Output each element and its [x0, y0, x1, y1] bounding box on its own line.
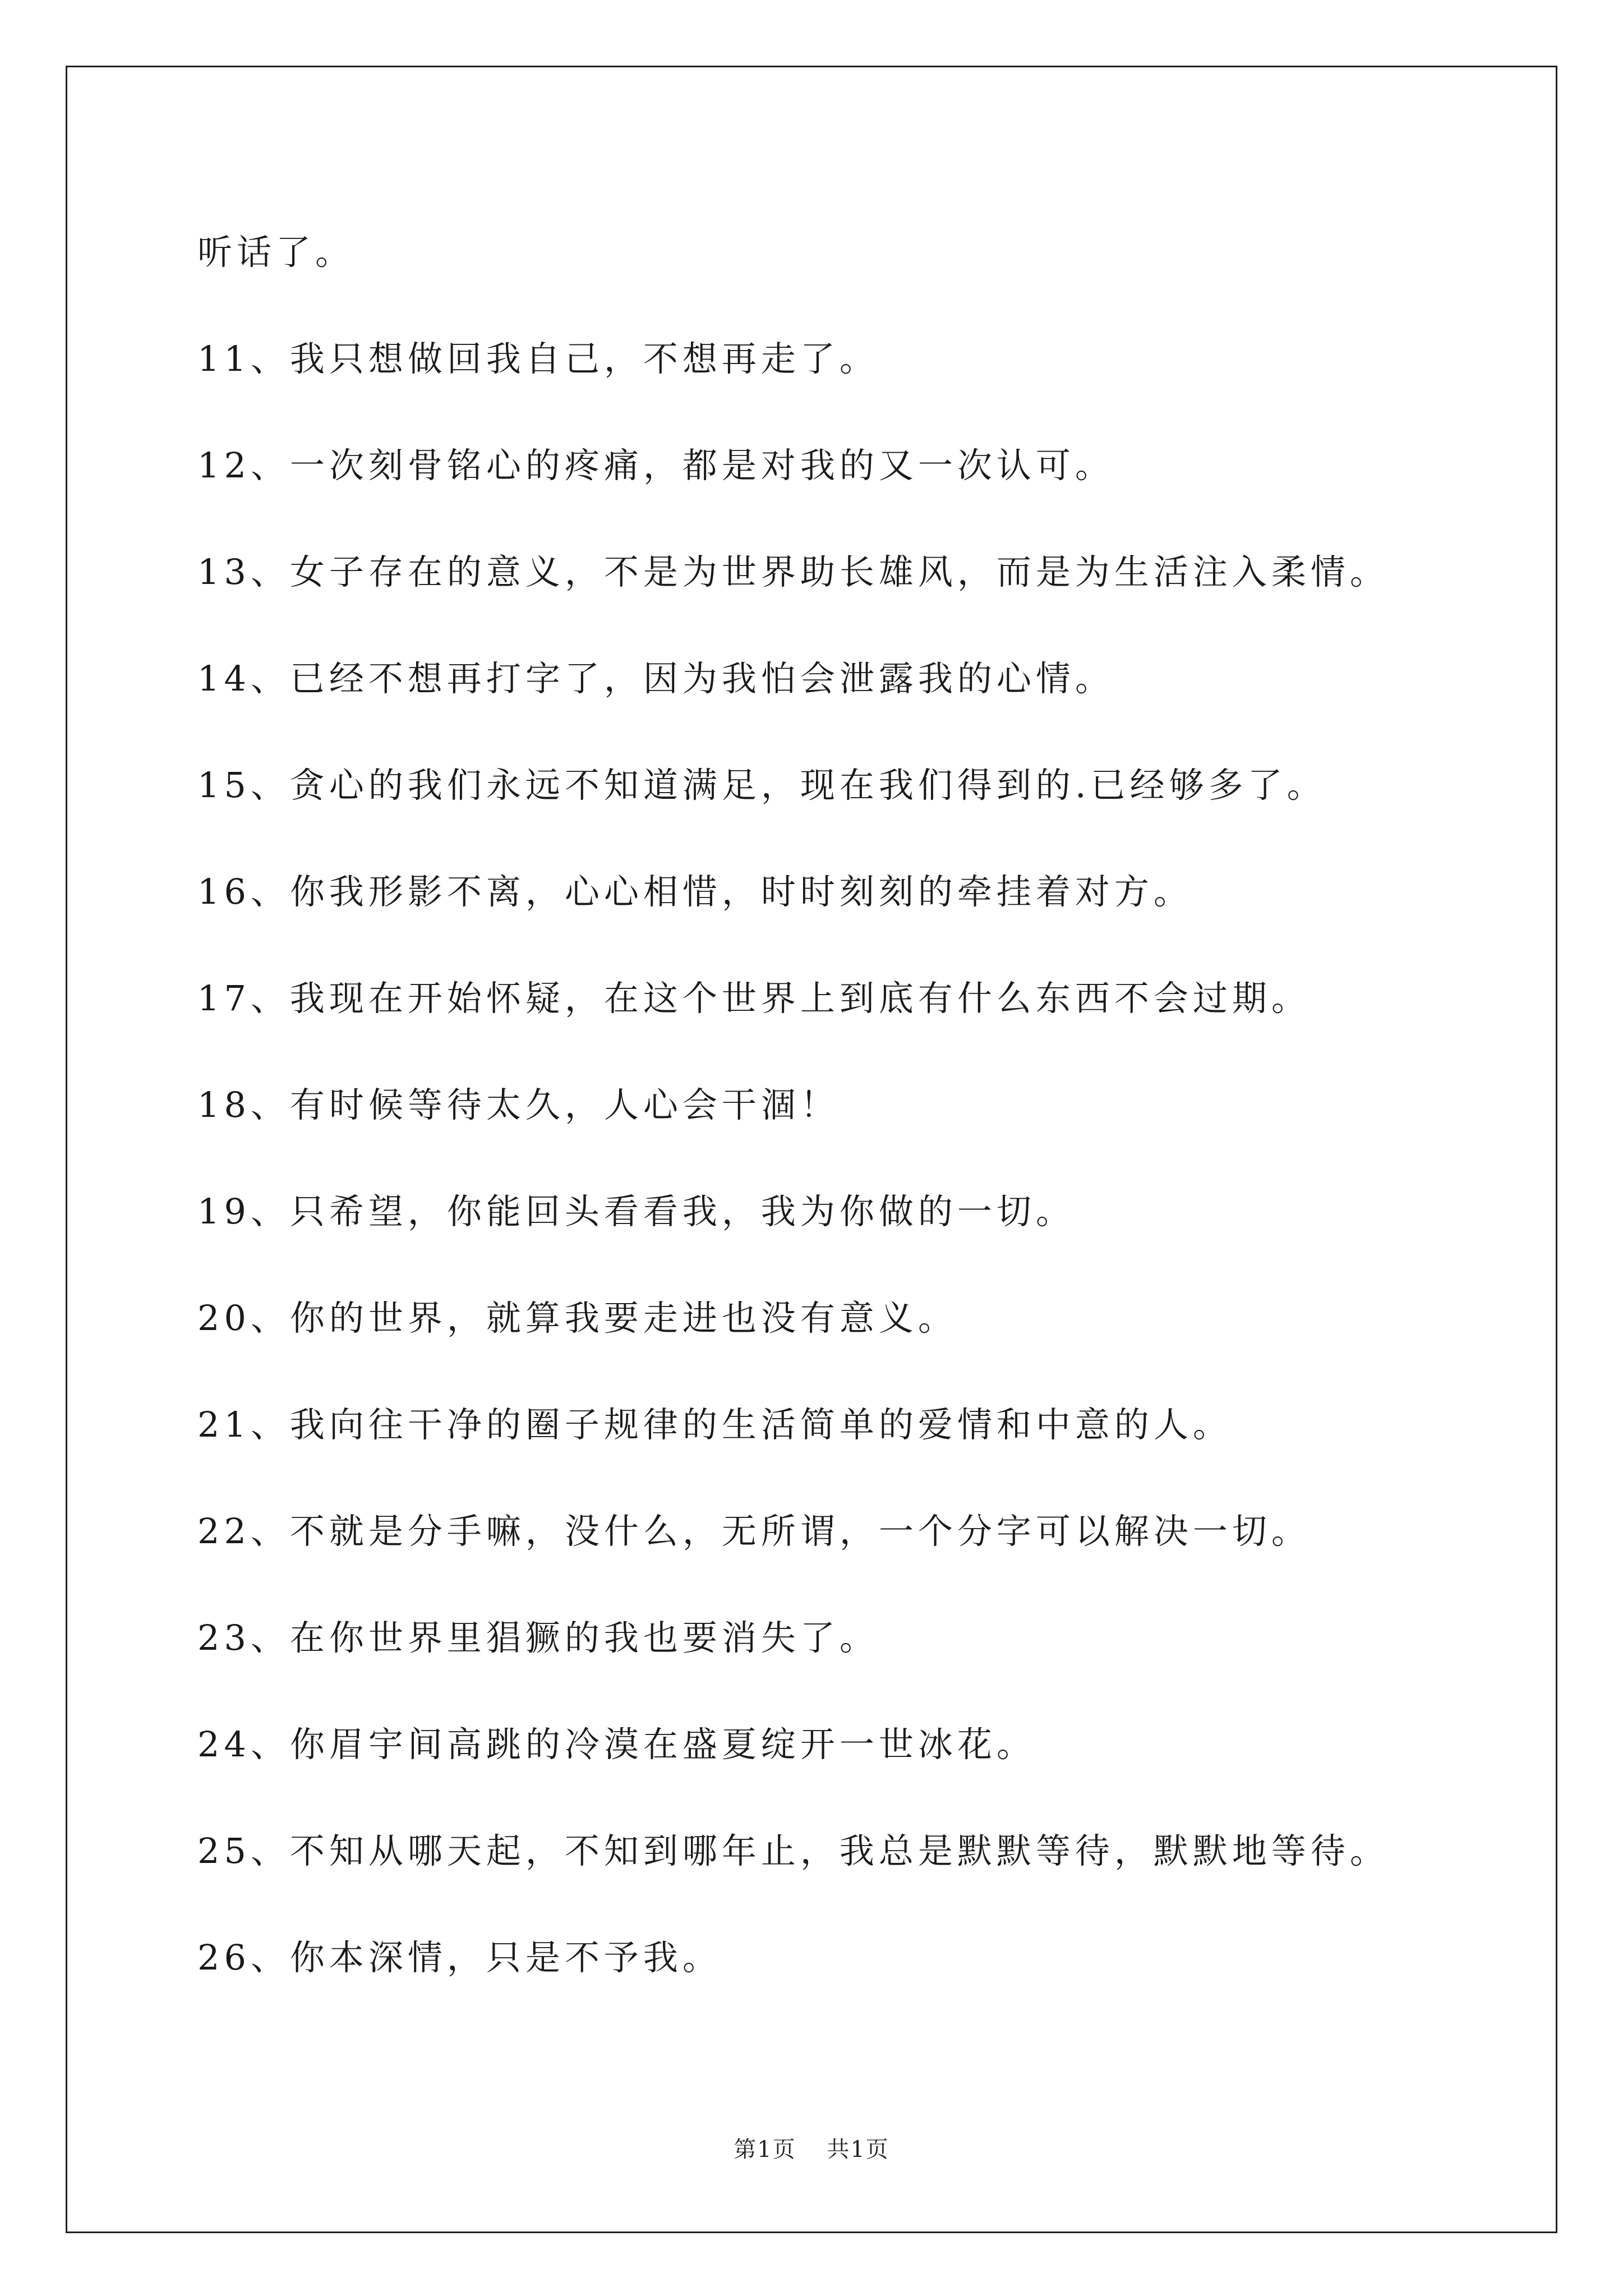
page-number-current: 第1页	[734, 2137, 796, 2162]
text-line: 21、我向往干净的圈子规律的生活简单的爱情和中意的人。	[197, 1404, 1232, 1445]
text-line: 听话了。	[197, 232, 355, 273]
text-line: 24、你眉宇间高跳的冷漠在盛夏绽开一世冰花。	[197, 1724, 1036, 1765]
text-line: 23、在你世界里猖獗的我也要消失了。	[197, 1617, 879, 1658]
text-line: 13、女子存在的意义，不是为世界助长雄风，而是为生活注入柔情。	[197, 551, 1389, 592]
text-line: 12、一次刻骨铭心的疼痛，都是对我的又一次认可。	[197, 445, 1114, 486]
text-line: 20、你的世界，就算我要走进也没有意义。	[197, 1297, 957, 1338]
text-line: 19、只希望，你能回头看看我，我为你做的一切。	[197, 1191, 1075, 1232]
text-line: 11、我只想做回我自己，不想再走了。	[197, 338, 879, 379]
text-line: 15、贪心的我们永远不知道满足，现在我们得到的.已经够多了。	[197, 765, 1326, 806]
text-line: 25、不知从哪天起，不知到哪年止，我总是默默等待，默默地等待。	[197, 1830, 1389, 1871]
page-number-total: 共1页	[827, 2137, 889, 2162]
text-line: 16、你我形影不离，心心相惜，时时刻刻的牵挂着对方。	[197, 871, 1193, 912]
text-line: 17、我现在开始怀疑，在这个世界上到底有什么东西不会过期。	[197, 978, 1311, 1019]
document-body	[197, 224, 1487, 2036]
text-line: 14、已经不想再打字了，因为我怕会泄露我的心情。	[197, 658, 1114, 699]
text-line: 26、你本深情，只是不予我。	[197, 1937, 722, 1978]
page-footer	[0, 2132, 1623, 2164]
text-line: 18、有时候等待太久，人心会干涸！	[197, 1084, 840, 1125]
text-line: 22、不就是分手嘛，没什么，无所谓，一个分字可以解决一切。	[197, 1511, 1311, 1552]
